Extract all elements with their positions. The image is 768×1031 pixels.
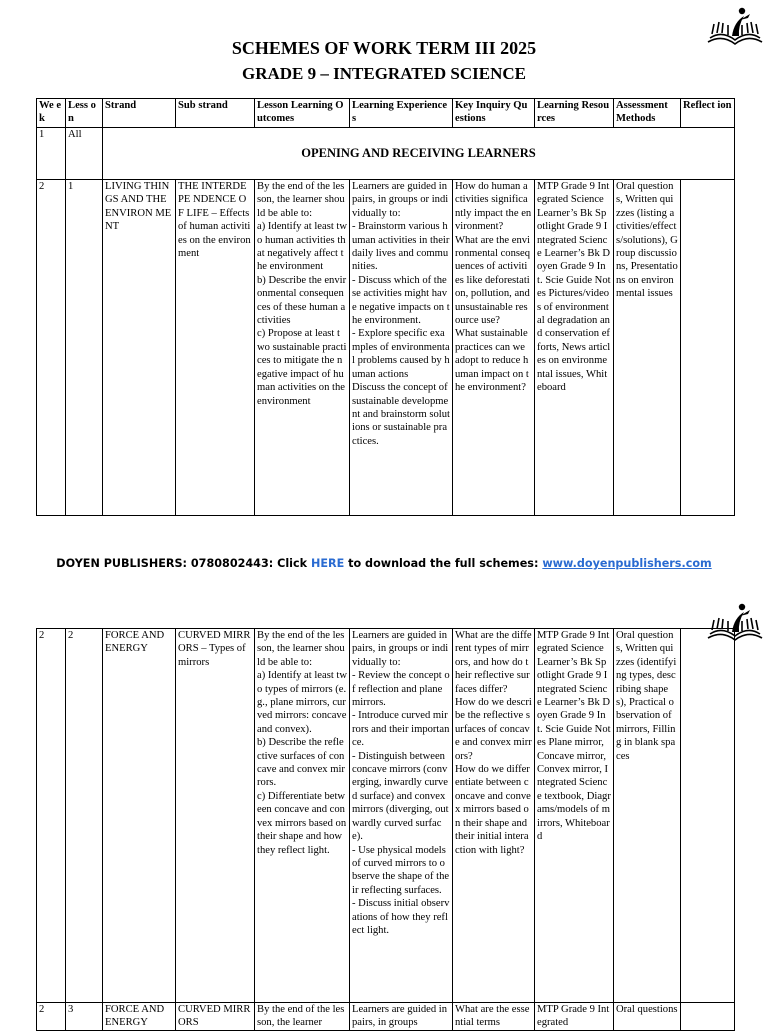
footer-text-middle: to download the full schemes: (344, 557, 543, 570)
website-link[interactable]: www.doyenpublishers.com (542, 557, 712, 570)
col-sub-strand: Sub strand (176, 99, 255, 128)
footer-text: DOYEN PUBLISHERS: 0780802443: Click (56, 557, 311, 570)
cell-week: 2 (37, 1003, 66, 1031)
scheme-table-page-1 (36, 98, 735, 516)
opening-row (37, 128, 735, 180)
cell-assessment: Oral questions, Written quizzes (listing activities/effects/solutions), Group discussions, Presentations on environmental issues (614, 180, 681, 516)
cell-lesson: 2 (66, 629, 103, 1003)
table-row (37, 629, 735, 1003)
col-strand: Strand (103, 99, 176, 128)
cell-reflection (681, 1003, 735, 1031)
col-questions: Key Inquiry Questions (453, 99, 535, 128)
col-assessment: Assessment Methods (614, 99, 681, 128)
cell-strand: FORCE AND ENERGY (103, 1003, 176, 1031)
cell-sub-strand: CURVED MIRRORS (176, 1003, 255, 1031)
col-lesson: Less on (66, 99, 103, 128)
document-title: SCHEMES OF WORK TERM III 2025 (231, 38, 537, 58)
cell-reflection (681, 629, 735, 1003)
scheme-table-page-2 (36, 628, 735, 1031)
cell-strand: FORCE AND ENERGY (103, 629, 176, 1003)
cell-assessment: Oral questions, Written quizzes (identifying types, describing shapes), Practical observation of mirrors, Filling in blank spaces (614, 629, 681, 1003)
cell-questions: How do human activities significantly impact the environment? What are the environmental consequences of activities like deforestation, pollution, and unsustainable resource use? What sustainable practices can we adopt to reduce human impact on the environment? (453, 180, 535, 516)
cell-experiences: Learners are guided in pairs, in groups (350, 1003, 453, 1031)
download-here-link[interactable]: HERE (310, 557, 345, 570)
cell-sub-strand: CURVED MIRRORS – Types of mirrors (176, 629, 255, 1003)
cell-outcomes: By the end of the lesson, the learner (255, 1003, 350, 1031)
cell-week: 2 (37, 180, 66, 516)
cell-week: 1 (37, 128, 66, 180)
cell-lesson: 1 (66, 180, 103, 516)
cell-experiences: Learners are guided in pairs, in groups or individually to: - Brainstorm various human activities in their daily lives and communities. - Discuss which of these activities might have negative impacts on the environment. - Explore specific examples of environmental problems caused by human actions Discuss the concept of sustainable development and brainstorm solutions or sustainable practices. (350, 180, 453, 516)
col-week: We ek (37, 99, 66, 128)
cell-outcomes: By the end of the lesson, the learner should be able to: a) Identify at least two human activities that negatively affect the environment b) Describe the environmental consequences of these human activities c) Propose at least two sustainable practices to mitigate the negative impact of human activities on the environment (255, 180, 350, 516)
table-row (37, 1003, 735, 1031)
cell-sub-strand: THE INTERDEPE NDENCE OF LIFE – Effects of human activities on the environment (176, 180, 255, 516)
cell-lesson: All (66, 128, 103, 180)
cell-strand: LIVING THINGS AND THE ENVIRON MENT (103, 180, 176, 516)
col-experiences: Learning Experiences (350, 99, 453, 128)
table-row (37, 180, 735, 516)
document-subtitle: GRADE 9 – INTEGRATED SCIENCE (241, 64, 526, 83)
table-header-row (37, 99, 735, 128)
col-reflection: Reflect ion (681, 99, 735, 128)
cell-reflection (681, 180, 735, 516)
cell-questions: What are the essential terms (453, 1003, 535, 1031)
cell-assessment: Oral questions (614, 1003, 681, 1031)
cell-resources: MTP Grade 9 Integrated (535, 1003, 614, 1031)
col-resources: Learning Resources (535, 99, 614, 128)
col-outcomes: Lesson Learning Outcomes (255, 99, 350, 128)
publisher-footer (0, 557, 768, 570)
opening-text: OPENING AND RECEIVING LEARNERS (103, 128, 735, 180)
cell-resources: MTP Grade 9 Integrated Science Learner’s Bk Spotlight Grade 9 Integrated Science Learner’s Bk Doyen Grade 9 Int. Scie Guide Notes Pictures/videos of environmental degradation and conservation efforts, News articles on environmental issues, Whiteboard (535, 180, 614, 516)
cell-questions: What are the different types of mirrors, and how do their reflective surfaces differ? How do we describe the reflective surfaces of concave and convex mirrors? How do we differentiate between concave and convex mirrors based on their shape and their initial interaction with light? (453, 629, 535, 1003)
cell-lesson: 3 (66, 1003, 103, 1031)
cell-week: 2 (37, 629, 66, 1003)
cell-outcomes: By the end of the lesson, the learner should be able to: a) Identify at least two types of mirrors (e.g., plane mirrors, curved mirrors: concave and convex). b) Describe the reflective surfaces of concave and convex mirrors. c) Differentiate between concave and convex mirrors based on their shape and how they reflect light. (255, 629, 350, 1003)
cell-experiences: Learners are guided in pairs, in groups or individually to: - Review the concept of reflection and plane mirrors. - Introduce curved mirrors and their importance. - Distinguish between concave mirrors (converging, inwardly curved surface) and convex mirrors (diverging, outwardly curved surface). - Use physical models of curved mirrors to observe the shape of their reflecting surfaces. - Discuss initial observations of how they reflect light. (350, 629, 453, 1003)
cell-resources: MTP Grade 9 Integrated Science Learner’s Bk Spotlight Grade 9 Integrated Science Learner’s Bk Doyen Grade 9 Int. Scie Guide Notes Plane mirror, Concave mirror, Convex mirror, Integrated Science textbook, Diagrams/models of mirrors, Whiteboard (535, 629, 614, 1003)
